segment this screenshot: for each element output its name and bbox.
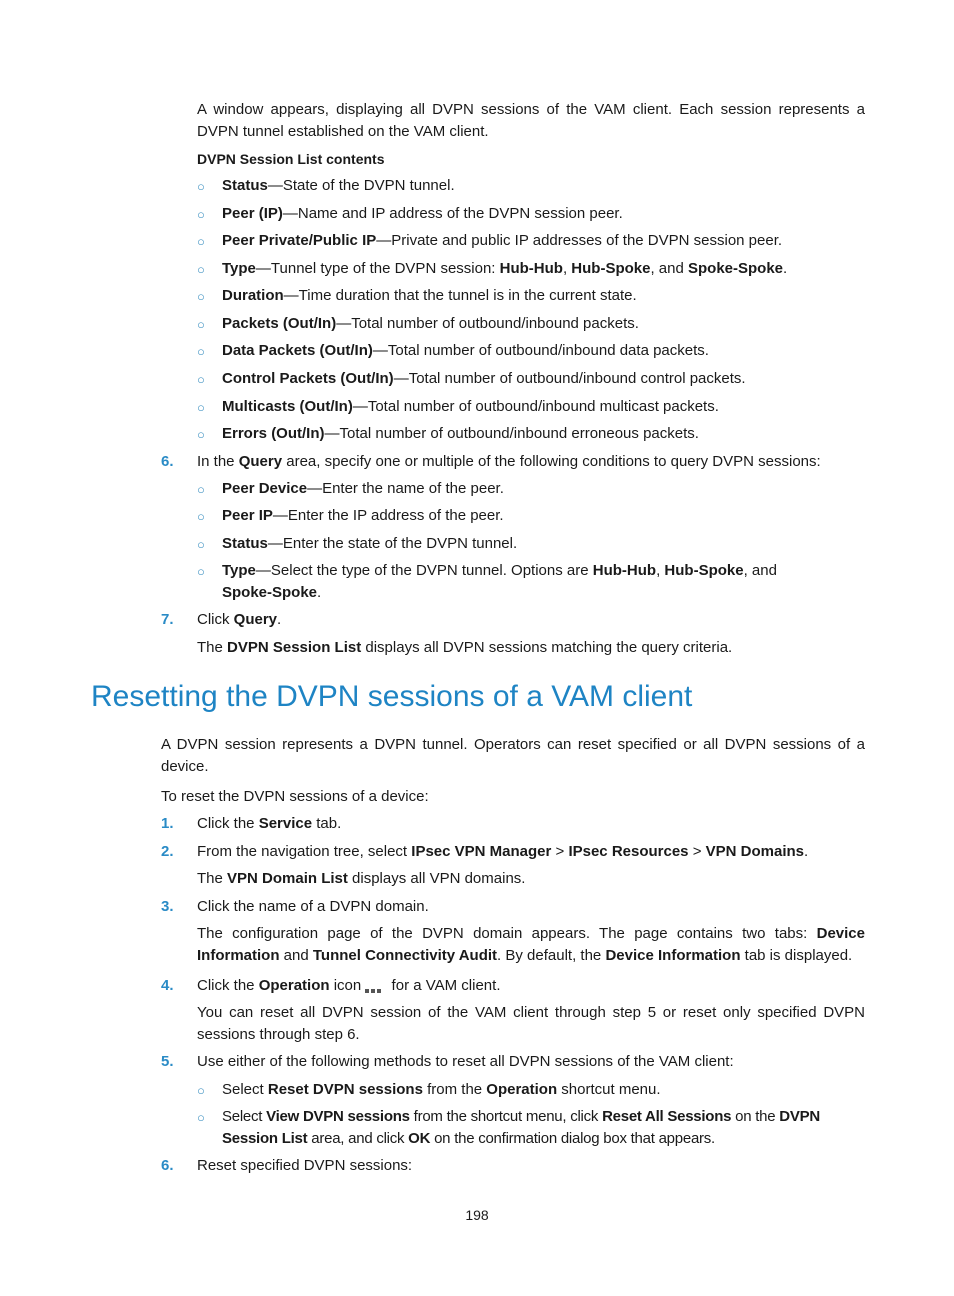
step-text: Click the Service tab.: [197, 815, 342, 832]
step-text: Click the Operation icon for a VAM client.: [197, 977, 501, 994]
list-item: Peer Private/Public IP—Private and public IP addresses of the DVPN session peer.: [222, 232, 783, 249]
step-text: Click the name of a DVPN domain.: [197, 898, 429, 915]
section-heading: Resetting the DVPN sessions of a VAM client: [91, 680, 693, 713]
circle-bullet-icon: ○: [197, 1110, 205, 1125]
step-number: 6.: [161, 453, 174, 470]
list-item: Packets (Out/In)—Total number of outbound/inbound packets.: [222, 315, 639, 332]
step-number: 2.: [161, 843, 174, 860]
list-item: Peer IP—Enter the IP address of the peer.: [222, 507, 504, 524]
section-paragraph: A DVPN session represents a DVPN tunnel. Operators can reset specified or all DVPN sessions of a device.: [161, 736, 865, 775]
step-number: 7.: [161, 611, 174, 628]
operation-icon: [365, 978, 387, 986]
list-item: Status—Enter the state of the DVPN tunnel.: [222, 535, 518, 552]
step-number: 6.: [161, 1157, 174, 1174]
list-item: Status—State of the DVPN tunnel.: [222, 177, 455, 194]
section-paragraph: To reset the DVPN sessions of a device:: [161, 788, 429, 805]
list-item: Multicasts (Out/In)—Total number of outbound/inbound multicast packets.: [222, 398, 719, 415]
list-item: Select Reset DVPN sessions from the Operation shortcut menu.: [222, 1081, 661, 1098]
circle-bullet-icon: ○: [197, 317, 205, 332]
circle-bullet-icon: ○: [197, 262, 205, 277]
step-text: In the Query area, specify one or multiple of the following conditions to query DVPN sessions:: [197, 453, 821, 470]
circle-bullet-icon: ○: [197, 344, 205, 359]
list-item: Control Packets (Out/In)—Total number of outbound/inbound control packets.: [222, 370, 746, 387]
circle-bullet-icon: ○: [197, 509, 205, 524]
step-note: The DVPN Session List displays all DVPN sessions matching the query criteria.: [197, 639, 733, 656]
circle-bullet-icon: ○: [197, 179, 205, 194]
step-number: 5.: [161, 1053, 174, 1070]
step-text: From the navigation tree, select IPsec VPN Manager > IPsec Resources > VPN Domains.: [197, 843, 809, 860]
step-number: 4.: [161, 977, 174, 994]
step-text: Use either of the following methods to reset all DVPN sessions of the VAM client:: [197, 1053, 734, 1070]
circle-bullet-icon: ○: [197, 1083, 205, 1098]
list-item: Select View DVPN sessions from the shortcut menu, click Reset All Sessions on the DVPN Session List area, and click OK on the confirmation dialog box that appears.: [222, 1108, 820, 1147]
list-item: Type—Select the type of the DVPN tunnel. Options are Hub-Hub, Hub-Spoke, and Spoke-Spoke.: [222, 562, 777, 601]
step-number: 3.: [161, 898, 174, 915]
circle-bullet-icon: ○: [197, 234, 205, 249]
intro-paragraph: A window appears, displaying all DVPN sessions of the VAM client. Each session represents a DVPN tunnel established on the VAM client.: [197, 101, 865, 140]
step-text: Reset specified DVPN sessions:: [197, 1157, 413, 1174]
circle-bullet-icon: ○: [197, 372, 205, 387]
circle-bullet-icon: ○: [197, 207, 205, 222]
step-note: The configuration page of the DVPN domain appears. The page contains two tabs: Device Information and Tunnel Connectivity Audit. By default, the Device Information tab is displayed.: [197, 925, 865, 964]
list-item: Duration—Time duration that the tunnel is in the current state.: [222, 287, 637, 304]
circle-bullet-icon: ○: [197, 289, 205, 304]
circle-bullet-icon: ○: [197, 427, 205, 442]
list-item: Peer (IP)—Name and IP address of the DVPN session peer.: [222, 205, 623, 222]
step-note: The VPN Domain List displays all VPN domains.: [197, 870, 526, 887]
list-item: Peer Device—Enter the name of the peer.: [222, 480, 504, 497]
step-note: You can reset all DVPN session of the VAM client through step 5 or reset only specified DVPN sessions through step 6.: [197, 1004, 865, 1043]
session-list-caption: DVPN Session List contents: [197, 151, 385, 167]
circle-bullet-icon: ○: [197, 537, 205, 552]
circle-bullet-icon: ○: [197, 564, 205, 579]
list-item: Data Packets (Out/In)—Total number of outbound/inbound data packets.: [222, 342, 709, 359]
circle-bullet-icon: ○: [197, 482, 205, 497]
list-item: Errors (Out/In)—Total number of outbound/inbound erroneous packets.: [222, 425, 699, 442]
step-text: Click Query.: [197, 611, 282, 628]
circle-bullet-icon: ○: [197, 400, 205, 415]
page-number: 198: [465, 1207, 489, 1223]
step-number: 1.: [161, 815, 174, 832]
list-item: Type—Tunnel type of the DVPN session: Hub-Hub, Hub-Spoke, and Spoke-Spoke.: [222, 260, 788, 277]
